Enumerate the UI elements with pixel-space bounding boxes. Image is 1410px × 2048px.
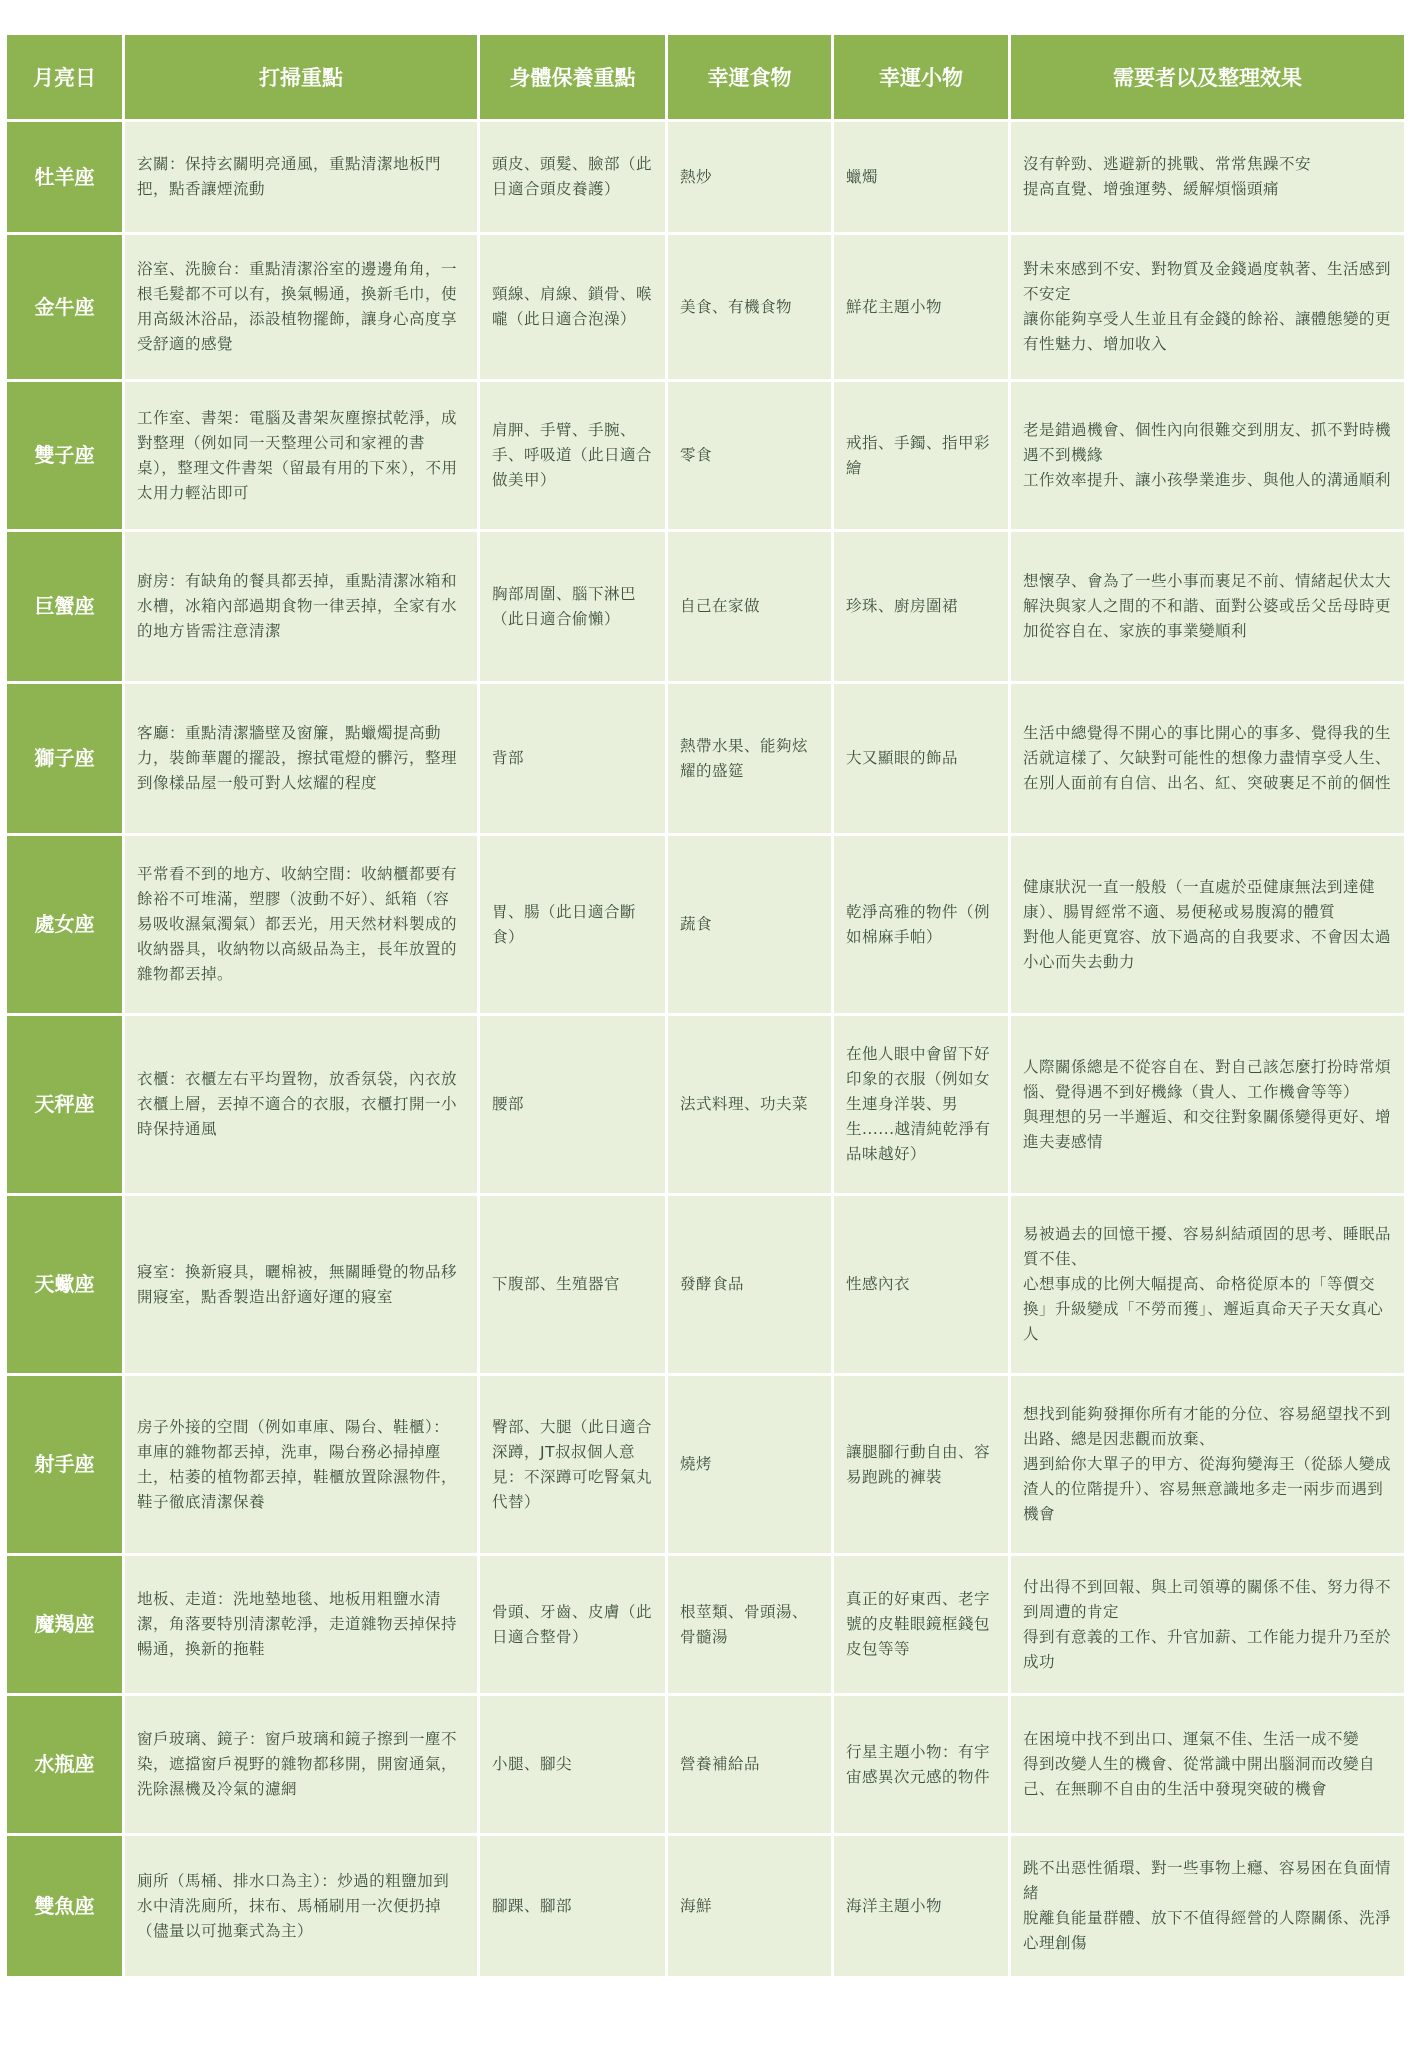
effect-line: 健康狀況一直一般般（一直處於亞健康無法到達健康）、腸胃經常不適、易便秘或易腹瀉的體質 — [1023, 877, 1376, 921]
effect-cell — [1010, 1555, 1406, 1695]
effect-cell — [1010, 1015, 1406, 1195]
table-row — [6, 121, 1406, 234]
body-care-cell: 頸線、肩線、鎖骨、喉嚨（此日適合泡澡） — [479, 234, 667, 381]
effect-line: 人際關係總是不從容自在、對自己該怎麼打扮時常煩惱、覺得遇不到好機緣（貴人、工作機會等等） — [1023, 1057, 1392, 1101]
lucky-item-cell: 大又顯眼的飾品 — [833, 683, 1010, 835]
effect-line: 跳不出惡性循環、對一些事物上癮、容易困在負面情緒 — [1023, 1859, 1392, 1902]
effect-line: 提高直覺、增強運勢、緩解煩惱頭痛 — [1023, 180, 1280, 198]
cleaning-cell: 客廳：重點清潔牆壁及窗簾，點蠟燭提高動力，裝飾華麗的擺設，擦拭電燈的髒污，整理到像樣品屋一般可對人炫耀的程度 — [124, 683, 479, 835]
effect-cell — [1010, 835, 1406, 1015]
header-lucky-food: 幸運食物 — [667, 34, 833, 121]
sign-cell: 牡羊座 — [6, 121, 124, 234]
sign-cell: 雙魚座 — [6, 1835, 124, 1978]
table-row — [6, 531, 1406, 683]
table-row — [6, 1375, 1406, 1555]
effect-line: 付出得不到回報、與上司領導的關係不佳、努力得不到周遭的肯定 — [1023, 1577, 1392, 1621]
body-care-cell: 頭皮、頭髮、臉部（此日適合頭皮養護） — [479, 121, 667, 234]
sign-cell: 魔羯座 — [6, 1555, 124, 1695]
lucky-food-cell: 熱炒 — [667, 121, 833, 234]
table-row — [6, 1195, 1406, 1375]
lucky-item-cell: 戒指、手鐲、指甲彩繪 — [833, 381, 1010, 531]
lucky-item-cell: 讓腿腳行動自由、容易跑跳的褲裝 — [833, 1375, 1010, 1555]
table-row — [6, 1695, 1406, 1835]
cleaning-cell: 玄關：保持玄關明亮通風，重點清潔地板門把，點香讓煙流動 — [124, 121, 479, 234]
effect-line: 對他人能更寬容、放下過高的自我要求、不會因太過小心而失去動力 — [1023, 927, 1392, 971]
header-body-care: 身體保養重點 — [479, 34, 667, 121]
effect-cell — [1010, 1695, 1406, 1835]
effect-line: 心想事成的比例大幅提高、命格從原本的「等價交換」升級變成「不勞而獲」、邂逅真命天子天女真心人 — [1023, 1275, 1384, 1343]
sign-cell: 雙子座 — [6, 381, 124, 531]
lucky-item-cell: 海洋主題小物 — [833, 1835, 1010, 1978]
effect-cell — [1010, 1375, 1406, 1555]
lucky-food-cell: 熱帶水果、能夠炫耀的盛筵 — [667, 683, 833, 835]
lucky-food-cell: 海鮮 — [667, 1835, 833, 1978]
body-care-cell: 下腹部、生殖器官 — [479, 1195, 667, 1375]
effect-line: 沒有幹勁、逃避新的挑戰、常常焦躁不安 — [1023, 155, 1312, 173]
effect-line: 生活中總覺得不開心的事比開心的事多、覺得我的生活就這樣了、欠缺對可能性的想像力盡情享受人生、在別人面前有自信、出名、紅、突破裹足不前的個性 — [1023, 724, 1392, 792]
effect-line: 脫離負能量群體、放下不值得經營的人際關係、洗淨心理創傷 — [1023, 1909, 1392, 1952]
sign-cell: 處女座 — [6, 835, 124, 1015]
cleaning-cell: 廚房：有缺角的餐具都丟掉，重點清潔冰箱和水槽，冰箱內部過期食物一律丟掉，全家有水的地方皆需注意清潔 — [124, 531, 479, 683]
effect-line: 易被過去的回憶干擾、容易糾結頑固的思考、睡眠品質不佳、 — [1023, 1225, 1392, 1268]
sign-cell: 射手座 — [6, 1375, 124, 1555]
sign-cell: 天秤座 — [6, 1015, 124, 1195]
effect-cell — [1010, 1835, 1406, 1978]
sign-cell: 水瓶座 — [6, 1695, 124, 1835]
table-row — [6, 683, 1406, 835]
header-lucky-item: 幸運小物 — [833, 34, 1010, 121]
lucky-food-cell: 營養補給品 — [667, 1695, 833, 1835]
body-care-cell: 胃、腸（此日適合斷食） — [479, 835, 667, 1015]
body-care-cell: 腰部 — [479, 1015, 667, 1195]
lucky-food-cell: 根莖類、骨頭湯、骨髓湯 — [667, 1555, 833, 1695]
body-care-cell: 腳踝、腳部 — [479, 1835, 667, 1978]
header-moon-day: 月亮日 — [6, 34, 124, 121]
effect-cell — [1010, 531, 1406, 683]
table-row — [6, 381, 1406, 531]
lucky-item-cell: 乾淨高雅的物件（例如棉麻手帕） — [833, 835, 1010, 1015]
effect-line: 得到有意義的工作、升官加薪、工作能力提升乃至於成功 — [1023, 1627, 1392, 1671]
effect-line: 解決與家人之間的不和諧、面對公婆或岳父岳母時更加從容自在、家族的事業變順利 — [1023, 597, 1392, 640]
lucky-food-cell: 燒烤 — [667, 1375, 833, 1555]
effect-line: 想找到能夠發揮你所有才能的分位、容易絕望找不到出路、總是因悲觀而放棄、 — [1023, 1405, 1392, 1448]
effect-cell — [1010, 234, 1406, 381]
sign-cell: 天蠍座 — [6, 1195, 124, 1375]
lucky-item-cell: 珍珠、廚房圍裙 — [833, 531, 1010, 683]
effect-cell — [1010, 1195, 1406, 1375]
body-care-cell: 背部 — [479, 683, 667, 835]
body-care-cell: 小腿、腳尖 — [479, 1695, 667, 1835]
table-row — [6, 835, 1406, 1015]
cleaning-cell: 衣櫃：衣櫃左右平均置物，放香氛袋，內衣放衣櫃上層，丟掉不適合的衣服，衣櫃打開一小時保持通風 — [124, 1015, 479, 1195]
table-row — [6, 234, 1406, 381]
effect-line: 得到改變人生的機會、從常識中開出腦洞而改變自己、在無聊不自由的生活中發現突破的機會 — [1023, 1755, 1376, 1798]
table-row — [6, 1015, 1406, 1195]
body-care-cell: 臀部、大腿（此日適合深蹲，JT叔叔個人意見：不深蹲可吃腎氣丸代替） — [479, 1375, 667, 1555]
header-row — [6, 34, 1406, 121]
effect-cell — [1010, 683, 1406, 835]
cleaning-cell: 房子外接的空間（例如車庫、陽台、鞋櫃）：車庫的雜物都丟掉，洗車，陽台務必掃掉塵土，枯萎的植物都丟掉，鞋櫃放置除濕物件，鞋子徹底清潔保養 — [124, 1375, 479, 1555]
moon-day-cleaning-table — [4, 32, 1407, 1979]
effect-line: 與理想的另一半邂逅、和交往對象關係變得更好、增進夫妻感情 — [1023, 1107, 1392, 1151]
cleaning-cell: 寢室：換新寢具，曬棉被，無關睡覺的物品移開寢室，點香製造出舒適好運的寢室 — [124, 1195, 479, 1375]
effect-line: 想懷孕、會為了一些小事而裹足不前、情緒起伏太大 — [1023, 572, 1392, 590]
lucky-item-cell: 性感內衣 — [833, 1195, 1010, 1375]
horoscope-table-container — [4, 32, 1404, 1979]
table-row — [6, 1835, 1406, 1978]
cleaning-cell: 廁所（馬桶、排水口為主）：炒過的粗鹽加到水中清洗廁所，抹布、馬桶刷用一次便扔掉（儘量以可拋棄式為主） — [124, 1835, 479, 1978]
body-care-cell: 骨頭、牙齒、皮膚（此日適合整骨） — [479, 1555, 667, 1695]
lucky-food-cell: 零食 — [667, 381, 833, 531]
cleaning-cell: 浴室、洗臉台：重點清潔浴室的邊邊角角，一根毛髮都不可以有，換氣暢通，換新毛巾，使用高級沐浴品，添設植物擺飾，讓身心高度享受舒適的感覺 — [124, 234, 479, 381]
lucky-food-cell: 美食、有機食物 — [667, 234, 833, 381]
lucky-item-cell: 行星主題小物：有宇宙感異次元感的物件 — [833, 1695, 1010, 1835]
lucky-food-cell: 自己在家做 — [667, 531, 833, 683]
lucky-food-cell: 蔬食 — [667, 835, 833, 1015]
effect-cell — [1010, 121, 1406, 234]
lucky-food-cell: 發酵食品 — [667, 1195, 833, 1375]
cleaning-cell: 地板、走道：洗地墊地毯、地板用粗鹽水清潔，角落要特別清潔乾淨，走道雜物丟掉保持暢通，換新的拖鞋 — [124, 1555, 479, 1695]
sign-cell: 巨蟹座 — [6, 531, 124, 683]
body-care-cell: 胸部周圍、腦下淋巴（此日適合偷懶） — [479, 531, 667, 683]
effect-line: 遇到給你大單子的甲方、從海狗變海王（從舔人變成渣人的位階提升）、容易無意識地多走一兩步而遇到機會 — [1023, 1455, 1392, 1523]
table-row — [6, 1555, 1406, 1695]
sign-cell: 獅子座 — [6, 683, 124, 835]
lucky-food-cell: 法式料理、功夫菜 — [667, 1015, 833, 1195]
cleaning-cell: 平常看不到的地方、收納空間：收納櫃都要有餘裕不可堆滿，塑膠（波動不好）、紙箱（容易吸收濕氣濁氣）都丟光，用天然材料製成的收納器具，收納物以高級品為主，長年放置的雜物都丟掉。 — [124, 835, 479, 1015]
effect-line: 讓你能夠享受人生並且有金錢的餘裕、讓體態變的更有性魅力、增加收入 — [1023, 310, 1392, 353]
lucky-item-cell: 在他人眼中會留下好印象的衣服（例如女生連身洋裝、男生......越清純乾淨有品味越好） — [833, 1015, 1010, 1195]
header-cleaning-focus: 打掃重點 — [124, 34, 479, 121]
effect-line: 對未來感到不安、對物質及金錢過度執著、生活感到不安定 — [1023, 260, 1392, 303]
effect-line: 在困境中找不到出口、運氣不佳、生活一成不變 — [1023, 1730, 1360, 1748]
header-effect: 需要者以及整理效果 — [1010, 34, 1406, 121]
lucky-item-cell: 真正的好東西、老字號的皮鞋眼鏡框錢包皮包等等 — [833, 1555, 1010, 1695]
cleaning-cell: 窗戶玻璃、鏡子：窗戶玻璃和鏡子擦到一塵不染，遮擋窗戶視野的雜物都移開，開窗通氣，洗除濕機及冷氣的濾網 — [124, 1695, 479, 1835]
effect-line: 工作效率提升、讓小孩學業進步、與他人的溝通順利 — [1023, 471, 1392, 489]
lucky-item-cell: 鮮花主題小物 — [833, 234, 1010, 381]
effect-line: 老是錯過機會、個性內向很難交到朋友、抓不對時機遇不到機緣 — [1023, 421, 1392, 464]
lucky-item-cell: 蠟燭 — [833, 121, 1010, 234]
sign-cell: 金牛座 — [6, 234, 124, 381]
cleaning-cell: 工作室、書架：電腦及書架灰塵擦拭乾淨，成對整理（例如同一天整理公司和家裡的書桌），整理文件書架（留最有用的下來），不用太用力輕沾即可 — [124, 381, 479, 531]
effect-cell — [1010, 381, 1406, 531]
body-care-cell: 肩胛、手臂、手腕、手、呼吸道（此日適合做美甲） — [479, 381, 667, 531]
